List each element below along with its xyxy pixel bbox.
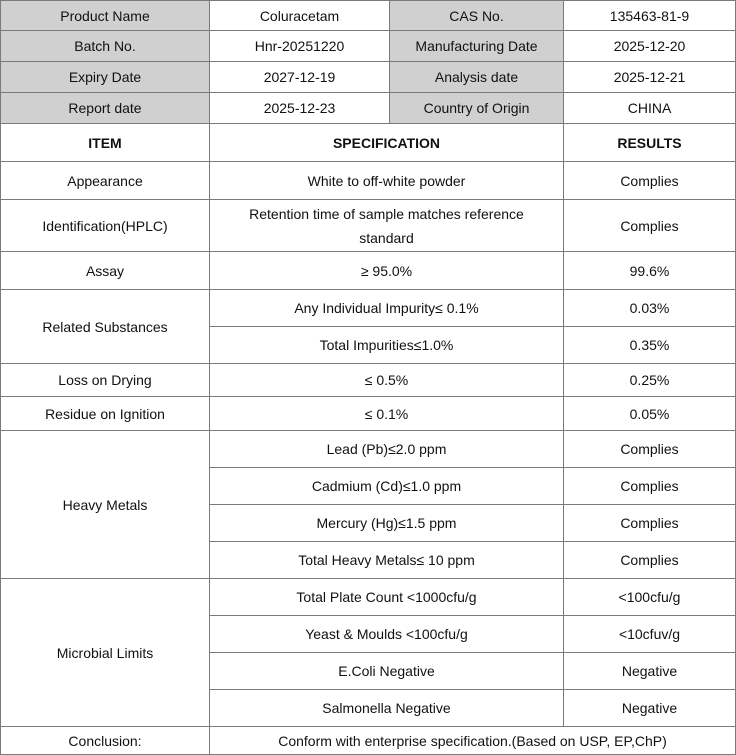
- table-row: [1, 579, 736, 616]
- spec-cell: ≤ 0.5%: [210, 364, 564, 397]
- product-name-label: Product Name: [1, 1, 210, 31]
- result-cell: Complies: [564, 542, 736, 579]
- result-cell: 0.25%: [564, 364, 736, 397]
- product-name-value: Coluracetam: [210, 1, 390, 31]
- result-cell: 99.6%: [564, 252, 736, 290]
- table-row: [1, 364, 736, 397]
- cas-no-value: 135463-81-9: [564, 1, 736, 31]
- table-row: [1, 162, 736, 200]
- table-row: [1, 397, 736, 431]
- specification-column-header: SPECIFICATION: [210, 124, 564, 162]
- result-cell: Complies: [564, 200, 736, 252]
- item-cell: Heavy Metals: [1, 431, 210, 579]
- spec-cell: Total Impurities≤1.0%: [210, 327, 564, 364]
- item-cell: Related Substances: [1, 290, 210, 364]
- spec-line: Retention time of sample matches reference: [249, 205, 524, 222]
- spec-cell: [210, 200, 564, 252]
- spec-line: standard: [359, 229, 414, 246]
- header-row: [1, 31, 736, 62]
- header-row: [1, 1, 736, 31]
- cas-no-label: CAS No.: [390, 1, 564, 31]
- header-row: [1, 93, 736, 124]
- spec-cell: Lead (Pb)≤2.0 ppm: [210, 431, 564, 468]
- header-row: [1, 62, 736, 93]
- result-cell: 0.05%: [564, 397, 736, 431]
- result-cell: Complies: [564, 505, 736, 542]
- analysis-date-label: Analysis date: [390, 62, 564, 93]
- spec-cell: Salmonella Negative: [210, 690, 564, 727]
- spec-cell: Cadmium (Cd)≤1.0 ppm: [210, 468, 564, 505]
- result-cell: 0.03%: [564, 290, 736, 327]
- spec-cell: E.Coli Negative: [210, 653, 564, 690]
- batch-no-value: Hnr-20251220: [210, 31, 390, 62]
- result-cell: Complies: [564, 162, 736, 200]
- spec-cell: ≥ 95.0%: [210, 252, 564, 290]
- results-column-header: RESULTS: [564, 124, 736, 162]
- spec-cell: ≤ 0.1%: [210, 397, 564, 431]
- manufacturing-date-value: 2025-12-20: [564, 31, 736, 62]
- table-row: [1, 252, 736, 290]
- spec-cell: Total Heavy Metals≤ 10 ppm: [210, 542, 564, 579]
- item-cell: Assay: [1, 252, 210, 290]
- manufacturing-date-label: Manufacturing Date: [390, 31, 564, 62]
- spec-cell: Total Plate Count <1000cfu/g: [210, 579, 564, 616]
- report-date-value: 2025-12-23: [210, 93, 390, 124]
- item-cell: Appearance: [1, 162, 210, 200]
- item-cell: Microbial Limits: [1, 579, 210, 727]
- expiry-date-value: 2027-12-19: [210, 62, 390, 93]
- result-cell: Complies: [564, 431, 736, 468]
- country-of-origin-label: Country of Origin: [390, 93, 564, 124]
- spec-cell: Yeast & Moulds <100cfu/g: [210, 616, 564, 653]
- result-cell: Negative: [564, 690, 736, 727]
- report-date-label: Report date: [1, 93, 210, 124]
- conclusion-row: [1, 727, 736, 755]
- table-row: [1, 290, 736, 327]
- analysis-date-value: 2025-12-21: [564, 62, 736, 93]
- item-cell: Identification(HPLC): [1, 200, 210, 252]
- column-header-row: [1, 124, 736, 162]
- conclusion-label: Conclusion:: [1, 727, 210, 755]
- table-row: [1, 431, 736, 468]
- spec-cell: Mercury (Hg)≤1.5 ppm: [210, 505, 564, 542]
- country-of-origin-value: CHINA: [564, 93, 736, 124]
- result-cell: 0.35%: [564, 327, 736, 364]
- spec-cell: Any Individual Impurity≤ 0.1%: [210, 290, 564, 327]
- conclusion-text: Conform with enterprise specification.(Based on USP, EP,ChP): [210, 727, 736, 755]
- item-column-header: ITEM: [1, 124, 210, 162]
- expiry-date-label: Expiry Date: [1, 62, 210, 93]
- result-cell: <100cfu/g: [564, 579, 736, 616]
- result-cell: Negative: [564, 653, 736, 690]
- table-row: [1, 200, 736, 252]
- item-cell: Residue on Ignition: [1, 397, 210, 431]
- result-cell: Complies: [564, 468, 736, 505]
- batch-no-label: Batch No.: [1, 31, 210, 62]
- result-cell: <10cfuv/g: [564, 616, 736, 653]
- spec-cell: White to off-white powder: [210, 162, 564, 200]
- item-cell: Loss on Drying: [1, 364, 210, 397]
